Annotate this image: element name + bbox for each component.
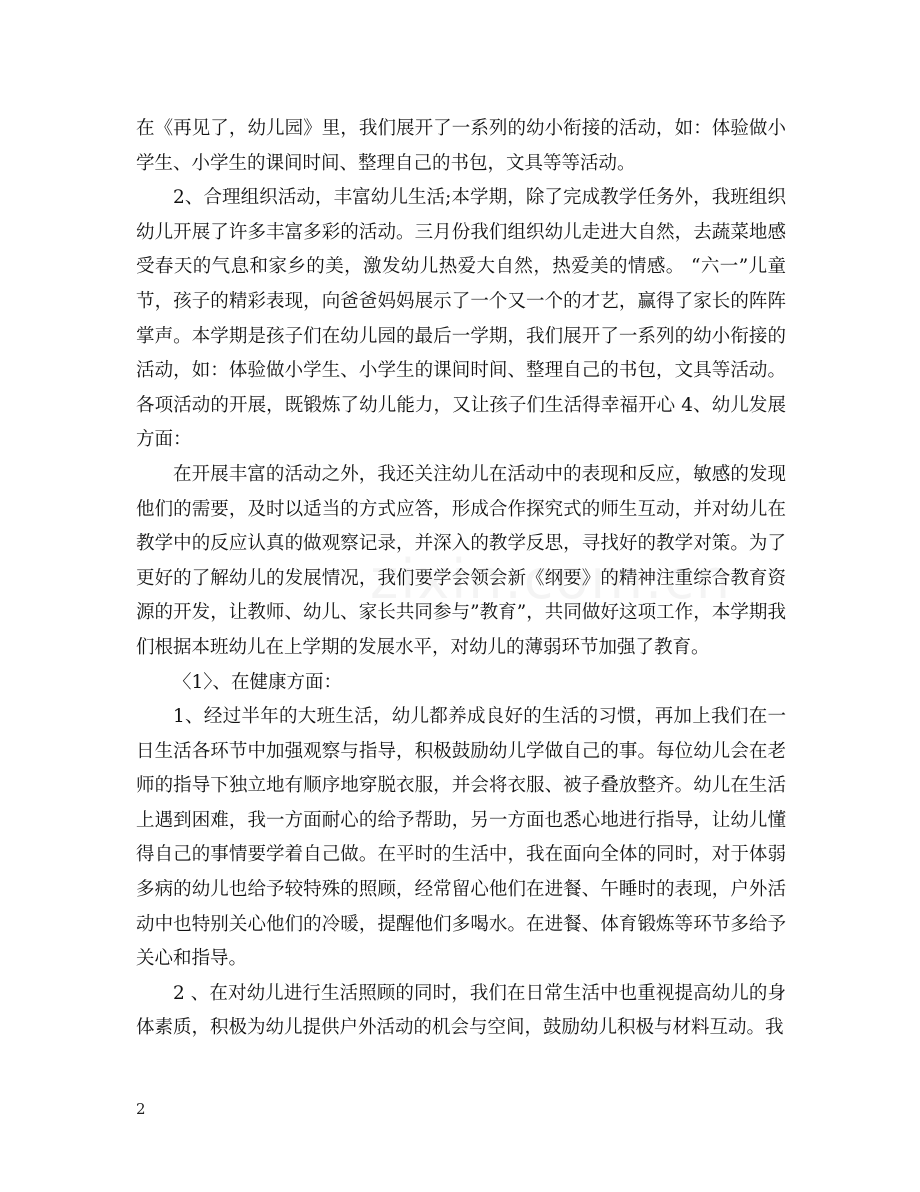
page-number: 2 (136, 1100, 146, 1118)
paragraph-4: 1、经过半年的大班生活，幼儿都养成良好的生活的习惯，再加上我们在一日生活各环节中加强观察与指导，积极鼓励幼儿学做自己的事。每位幼儿会在老师的指导下独立地有顺序地穿脱衣服，并会将衣服、被子叠放整齐。幼儿在生活上遇到困难，我一方面耐心的给予帮助，另一方面也悉心地进行指导，让幼儿懂得自己的事情要学着自己做。在平时的生活中，我在面向全体的同时，对于体弱多病的幼儿也给予较特殊的照顾，经常留心他们在进餐、午睡时的表现，户外活动中也特别关心他们的冷暖，提醒他们多喝水。在进餐、体育锻炼等环节多给予关心和指导。 (136, 706, 786, 970)
paragraph-3: 在开展丰富的活动之外，我还关注幼儿在活动中的表现和反应，敏感的发现他们的需要，及时以适当的方式应答，形成合作探究式的师生互动，并对幼儿在教学中的反应认真的做观察记录，并深入的教学反思，寻找好的教学对策。为了更好的了解幼儿的发展情况，我们要学会领会新《纲要》的精神注重综合教育资源的开发，让教师、幼儿、家长共同参与”教育”，共同做好这项工作，本学期我们根据本班幼儿在上学期的发展水平，对幼儿的薄弱环节加强了教育。 (136, 463, 786, 658)
section-heading-health: 〈1〉、在健康方面： (173, 671, 343, 693)
paragraph-5: 2 、在对幼儿进行生活照顾的同时，我们在日常生活中也重视提高幼儿的身体素质，积极为幼儿提供户外活动的机会与空间，鼓励幼儿积极与材料互动。我 (136, 982, 786, 1039)
paragraph-1: 在《再见了，幼儿园》里，我们展开了一系列的幼小衔接的活动，如：体验做小学生、小学生的课间时间、整理自己的书包，文具等等活动。 (136, 118, 786, 174)
paragraph-2: 2、合理组织活动，丰富幼儿生活;本学期，除了完成教学任务外，我班组织幼儿开展了许多丰富多彩的活动。三月份我们组织幼儿走进大自然，去蔬菜地感受春天的气息和家乡的美，激发幼儿热爱大自然，热爱美的情感。 “六一”儿童节，孩子的精彩表现，向爸爸妈妈展示了一个又一个的才艺，赢得了家长的阵阵掌声。本学期是孩子们在幼儿园的最后一学期，我们展开了一系列的幼小衔接的活动，如：体验做小学生、小学生的课间时间、整理自己的书包，文具等活动。各项活动的开展，既锻炼了幼儿能力，又让孩子们生活得幸福开心 4、幼儿发展方面： (136, 187, 786, 451)
document-body (136, 112, 786, 1046)
